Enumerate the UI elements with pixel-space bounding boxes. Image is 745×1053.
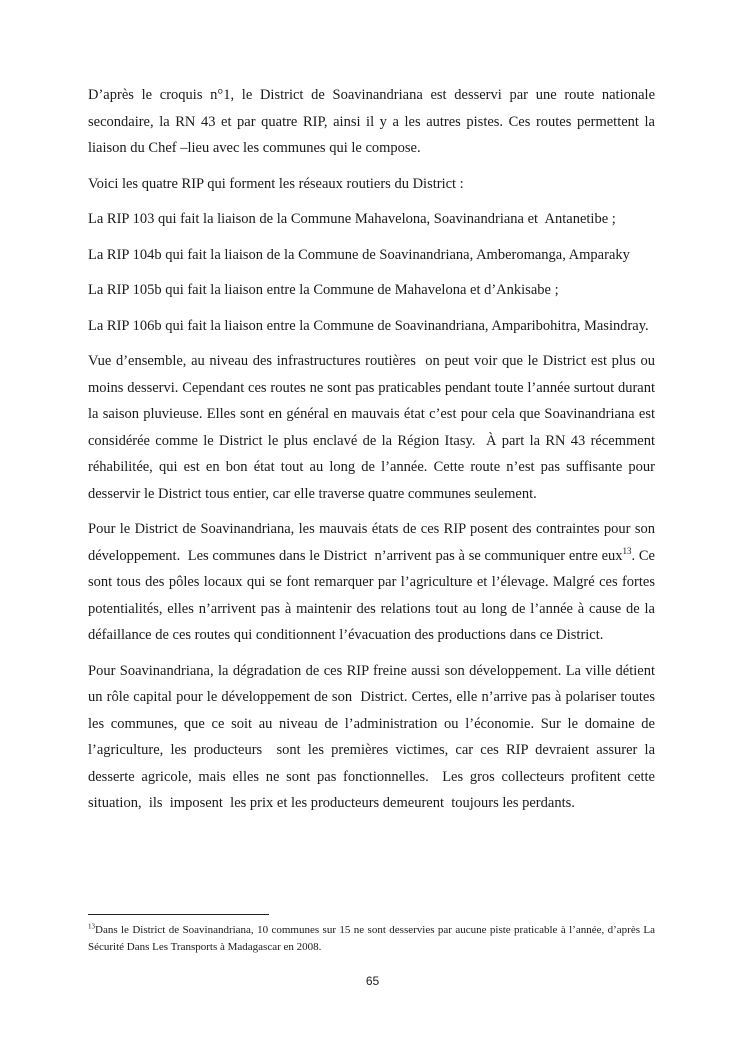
footnote-text: Dans le District de Soavinandriana, 10 communes sur 15 ne sont desservies par aucune piste praticable à l’année, d’après La Sécurité Dans Les Transports à Madagascar en 2008.	[88, 924, 655, 953]
page-number: 65	[365, 974, 380, 988]
footnote-reference[interactable]: 13	[622, 545, 632, 556]
paragraph-overview: Vue d’ensemble, au niveau des infrastructures routières on peut voir que le District est plus ou moins desservi. Cependant ces routes ne sont pas praticables pendant toute l’année surtout durant la saison pluvieuse. Elles sont en général en mauvais état c’est pour cela que Soavinandriana est considérée comme le District le plus enclavé de la Région Itasy. À part la RN 43 récemment réhabilitée, qui est en bon état tout au long de l’année. Cette route n’est pas suffisante pour desservir le District tous entier, car elle traverse quatre communes seulement.	[88, 353, 659, 502]
paragraph-rip-103: La RIP 103 qui fait la liaison de la Commune Mahavelona, Soavinandriana et Antanetibe ;	[88, 211, 616, 227]
paragraph-degradation: Pour Soavinandriana, la dégradation de ces RIP freine aussi son développement. La ville détient un rôle capital pour le développement de son District. Certes, elle n’arrive pas à polariser toutes les communes, que ce soit au niveau de l’administration ou l’économie. Sur le domaine de l’agriculture, les producteurs sont les premières victimes, car ces RIP devraient assurer la desserte agricole, mais elles ne sont pas fonctionnelles. Les gros collecteurs profitent cette situation, ils imposent les prix et les producteurs demeurent toujours les perdants.	[88, 662, 659, 811]
paragraph-rip-104b: La RIP 104b qui fait la liaison de la Commune de Soavinandriana, Amberomanga, Amparaky	[88, 246, 630, 263]
paragraph-constraints-text-b: . Ce sont tous des pôles locaux qui se font remarquer par l’agriculture et l’élevage. Malgré ces fortes potentialités, elles n’arrivent pas à maintenir des relations tout au long de l’année à cause de la défaillance de ces routes qui conditionnent l’évacuation des productions dans ce District.	[88, 547, 659, 643]
footnote	[88, 922, 655, 956]
paragraph-intro: D’après le croquis n°1, le District de Soavinandriana est desservi par une route nationale secondaire, la RN 43 et par quatre RIP, ainsi il y a les autres pistes. Ces routes permettent la liaison du Chef –lieu avec les communes qui le compose.	[88, 87, 659, 156]
footnote-separator	[88, 914, 269, 915]
footnote-marker: 13	[88, 922, 95, 931]
paragraph-rip-106b: La RIP 106b qui fait la liaison entre la Commune de Soavinandriana, Amparibohitra, Masindray.	[88, 317, 649, 334]
paragraph-constraints-text-a: Pour le District de Soavinandriana, les mauvais états de ces RIP posent des contraintes pour son développement. Les communes dans le District n’arrivent pas à se communiquer entre eux	[88, 521, 659, 564]
paragraph-constraints	[88, 516, 659, 649]
paragraph-rip-list-intro: Voici les quatre RIP qui forment les réseaux routiers du District :	[88, 175, 464, 192]
paragraph-rip-105b: La RIP 105b qui fait la liaison entre la Commune de Mahavelona et d’Ankisabe ;	[88, 282, 559, 298]
document-body	[88, 82, 659, 826]
